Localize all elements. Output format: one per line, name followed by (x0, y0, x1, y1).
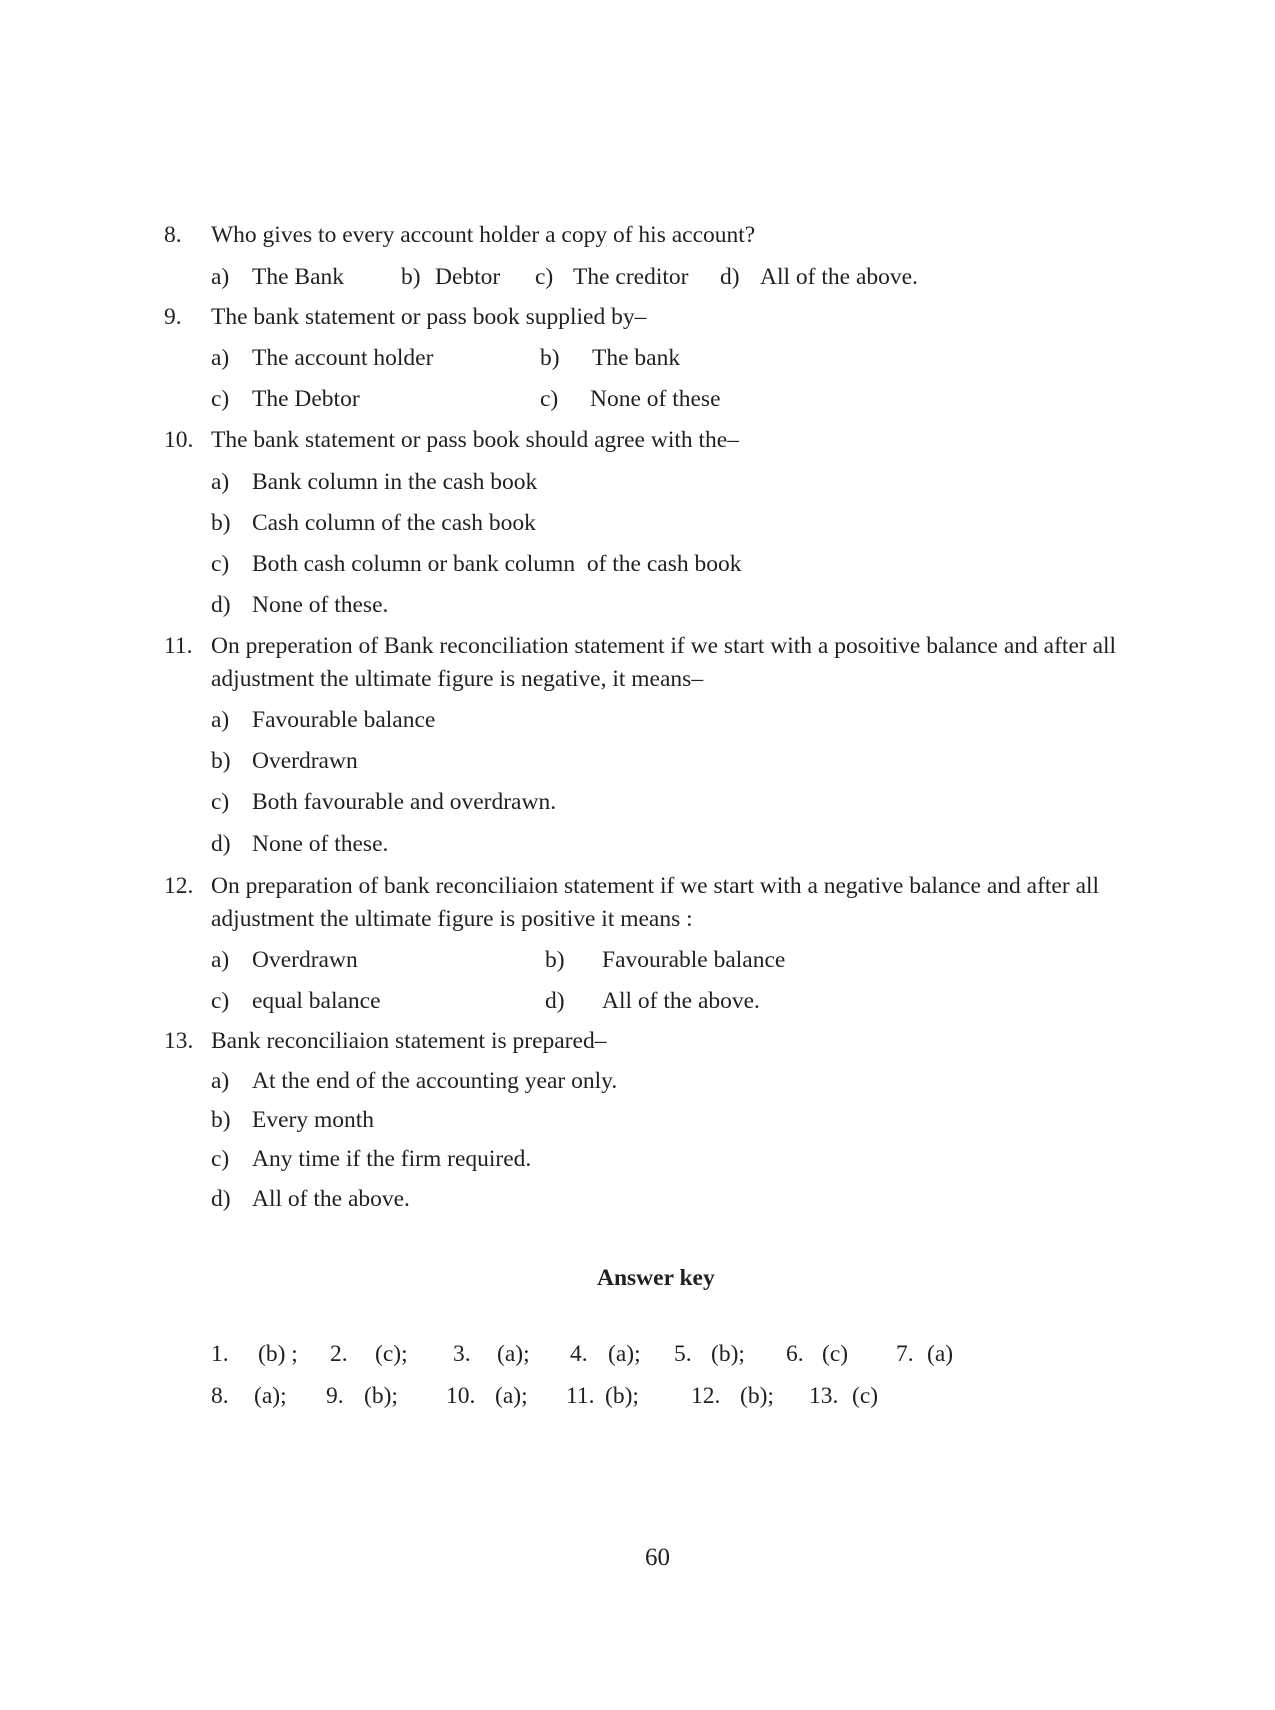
question-number: 10. (164, 427, 194, 453)
answer-value: (a); (495, 1383, 528, 1409)
option-text: All of the above. (252, 1186, 410, 1212)
answer-number: 9. (326, 1383, 344, 1409)
option-label: b) (545, 947, 565, 973)
option-text: equal balance (252, 988, 381, 1014)
option-label: d) (720, 264, 740, 290)
page-number: 60 (645, 1544, 670, 1571)
option-label: c) (211, 988, 230, 1014)
option-text: Favourable balance (602, 947, 786, 973)
option-text: Both favourable and overdrawn. (252, 789, 557, 815)
option-label: a) (211, 707, 230, 733)
option-label: c) (535, 264, 554, 290)
question-text: The bank statement or pass book supplied by– (211, 304, 647, 330)
option-label: a) (211, 345, 230, 371)
option-label: a) (211, 469, 230, 495)
option-text: None of these. (252, 592, 389, 618)
option-label: d) (545, 988, 565, 1014)
option-text: All of the above. (760, 264, 918, 290)
option-text: None of these (590, 386, 721, 412)
answer-number: 3. (453, 1341, 471, 1367)
option-label: c) (211, 386, 230, 412)
option-label: a) (211, 1068, 230, 1094)
question-number: 11. (164, 633, 193, 659)
question-text: Bank reconciliaion statement is prepared– (211, 1028, 607, 1054)
answer-value: (b); (711, 1341, 745, 1367)
answer-number: 7. (896, 1341, 914, 1367)
answer-number: 6. (786, 1341, 804, 1367)
option-text: All of the above. (602, 988, 760, 1014)
option-label: b) (211, 748, 231, 774)
answer-number: 8. (211, 1383, 229, 1409)
option-label: b) (211, 510, 231, 536)
answer-number: 13. (809, 1383, 839, 1409)
option-label: b) (540, 345, 560, 371)
answer-value: (b); (605, 1383, 639, 1409)
question-number: 12. (164, 873, 194, 899)
option-text: Bank column in the cash book (252, 469, 538, 495)
answer-value: (a) (927, 1341, 954, 1367)
option-text: The creditor (573, 264, 689, 290)
option-label: d) (211, 831, 231, 857)
answer-number: 5. (674, 1341, 692, 1367)
question-text-line: adjustment the ultimate figure is positive it means : (211, 906, 693, 932)
option-label: a) (211, 947, 230, 973)
option-label: b) (401, 264, 421, 290)
answer-number: 11. (566, 1383, 595, 1409)
option-text: Favourable balance (252, 707, 436, 733)
answer-number: 2. (330, 1341, 348, 1367)
option-text: Debtor (435, 264, 501, 290)
answer-number: 10. (446, 1383, 476, 1409)
option-text: Overdrawn (252, 947, 358, 973)
answer-number: 4. (570, 1341, 588, 1367)
option-label: d) (211, 1186, 231, 1212)
option-label: a) (211, 264, 230, 290)
answer-value: (a); (608, 1341, 641, 1367)
answer-value: (c) (852, 1383, 879, 1409)
question-number: 13. (164, 1028, 194, 1054)
answer-number: 12. (691, 1383, 721, 1409)
question-number: 8. (164, 222, 182, 248)
option-text: The account holder (252, 345, 434, 371)
answer-value: (b); (740, 1383, 774, 1409)
question-text-line: adjustment the ultimate figure is negative, it means– (211, 666, 704, 692)
answer-number: 1. (211, 1341, 229, 1367)
answer-key-title: Answer key (597, 1265, 715, 1291)
question-text: Who gives to every account holder a copy of his account? (211, 222, 756, 248)
option-text: At the end of the accounting year only. (252, 1068, 618, 1094)
question-number: 9. (164, 304, 182, 330)
answer-value: (b) ; (258, 1341, 298, 1367)
option-text: None of these. (252, 831, 389, 857)
answer-value: (a); (254, 1383, 287, 1409)
option-label: c) (540, 386, 559, 412)
question-text-line: On preperation of Bank reconciliation statement if we start with a posoitive balance and after all (211, 633, 1117, 659)
answer-value: (b); (364, 1383, 398, 1409)
answer-value: (c); (375, 1341, 408, 1367)
option-text: The bank (592, 345, 681, 371)
option-text: The Debtor (252, 386, 360, 412)
option-text: Any time if the firm required. (252, 1146, 532, 1172)
option-label: d) (211, 592, 231, 618)
question-text-line: On preparation of bank reconciliaion statement if we start with a negative balance and after all (211, 873, 1100, 899)
option-text: Overdrawn (252, 748, 358, 774)
option-text: The Bank (252, 264, 345, 290)
option-label: b) (211, 1107, 231, 1133)
option-text: Every month (252, 1107, 375, 1133)
option-text: Both cash column or bank column of the cash book (252, 551, 742, 577)
option-label: c) (211, 1146, 230, 1172)
option-label: c) (211, 789, 230, 815)
answer-value: (c) (822, 1341, 849, 1367)
option-text: Cash column of the cash book (252, 510, 536, 536)
option-label: c) (211, 551, 230, 577)
question-text: The bank statement or pass book should agree with the– (211, 427, 739, 453)
answer-value: (a); (497, 1341, 530, 1367)
